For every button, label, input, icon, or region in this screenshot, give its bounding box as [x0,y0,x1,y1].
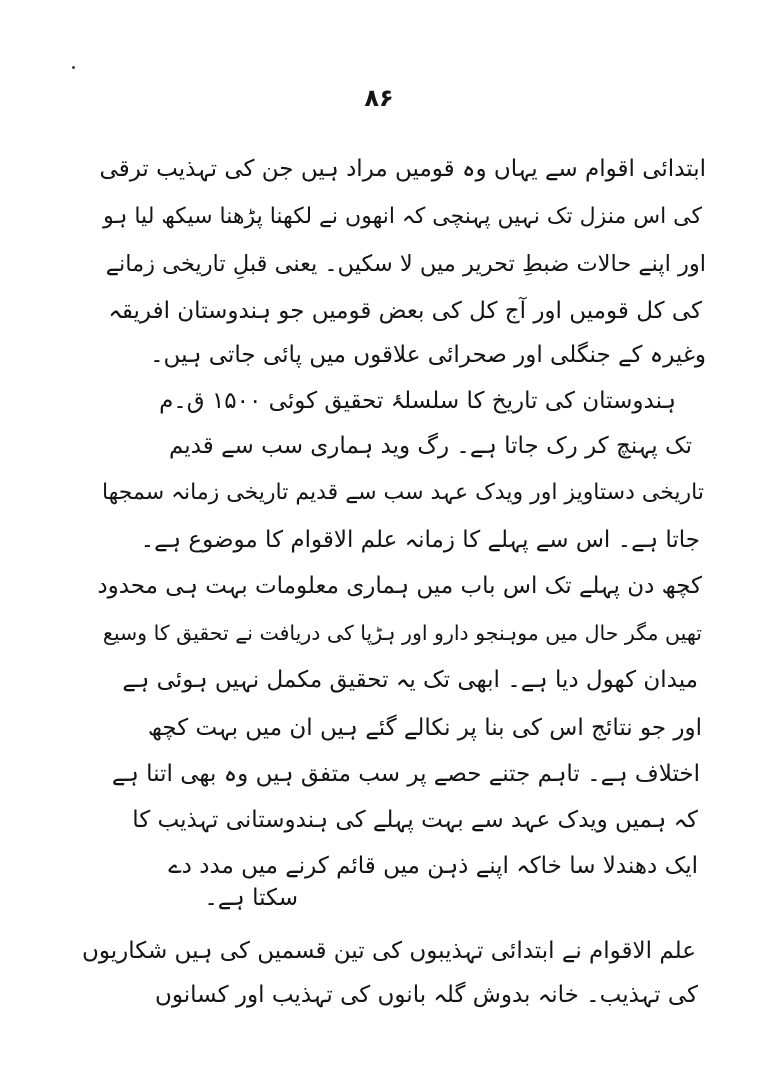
text-line: علم الاقوام نے ابتدائی تہذیبوں کی تین قسمیں کی ہیں شکاریوں [81,938,696,964]
text-line: کہ ہمیں ویدک عہد سے بہت پہلے کی ہندوستانی تہذیب کا [132,807,698,833]
text-line: میدان کھول دیا ہے۔ ابھی تک یہ تحقیق مکمل نہیں ہوئی ہے [122,667,698,693]
text-line: کی تہذیب۔ خانہ بدوش گلہ بانوں کی تہذیب اور کسانوں [154,982,698,1008]
text-line: تک پہنچ کر رک جاتا ہے۔ رگ وید ہماری سب سے قدیم [168,433,692,459]
text-line: اختلاف ہے۔ تاہم جتنے حصے پر سب متفق ہیں وہ بھی اتنا ہے [111,761,700,787]
text-line: اور جو نتائج اس کی بنا پر نکالے گئے ہیں ان میں بہت کچھ [147,715,702,741]
margin-speck [72,66,75,69]
text-line: سکتا ہے۔ [204,885,298,911]
text-line: جاتا ہے۔ اس سے پہلے کا زمانہ علم الاقوام کا موضوع ہے۔ [140,527,700,553]
text-line: کچھ دن پہلے تک اس باب میں ہماری معلومات بہت ہی محدود [97,573,702,599]
text-line: کی اس منزل تک نہیں پہنچی کہ انھوں نے لکھنا پڑھنا سیکھ لیا ہو [103,204,702,229]
text-line: تھیں مگر حال میں موہنجو دارو اور ہڑپا کی دریافت نے تحقیق کا وسیع [102,621,702,645]
text-line: تاریخی دستاویز اور ویدک عہد سب سے قدیم تاریخی زمانہ سمجھا [101,480,704,505]
page-number: ۸۶ [364,84,394,112]
text-line: ابتدائی اقوام سے یہاں وہ قومیں مراد ہیں جن کی تہذیب ترقی [99,156,706,182]
text-line: ہندوستان کی تاریخ کا سلسلۂ تحقیق کوئی ۱۵۰۰ ق۔م [159,388,676,414]
text-line: اور اپنے حالات ضبطِ تحریر میں لا سکیں۔ یعنی قبلِ تاریخی زمانے [105,251,706,277]
text-line: ایک دھندلا سا خاکہ اپنے ذہن میں قائم کرنے میں مدد دے [168,853,698,879]
text-line: کی کل قومیں اور آج کل کی بعض قومیں جو ہندوستان افریقہ [108,298,702,324]
text-line: وغیرہ کے جنگلی اور صحرائی علاقوں میں پائی جاتی ہیں۔ [150,342,706,368]
